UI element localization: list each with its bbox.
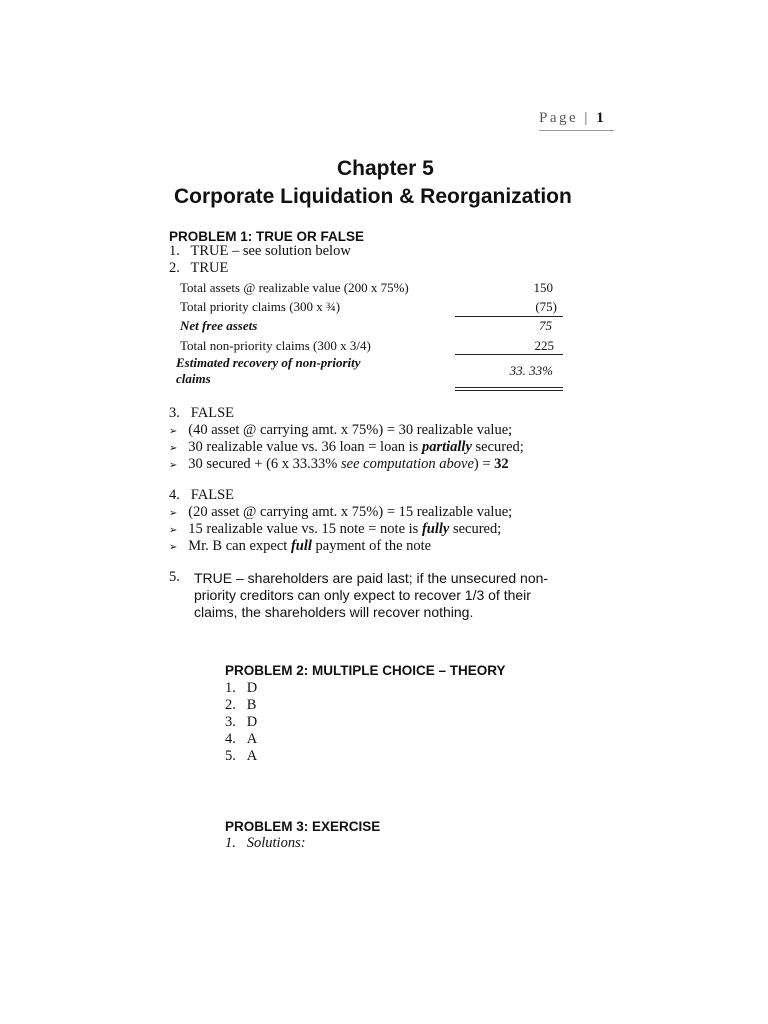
item-verdict: FALSE bbox=[190, 405, 234, 421]
arrow-bullet-icon: ➢ bbox=[169, 508, 178, 519]
table-row-label: Total non-priority claims (300 x 3/4) bbox=[180, 338, 371, 353]
problem2-heading: PROBLEM 2: MULTIPLE CHOICE – THEORY bbox=[225, 663, 506, 678]
item-number: 5. bbox=[169, 569, 180, 585]
answer-number: 4. bbox=[225, 731, 236, 747]
chapter-number: Chapter 5 bbox=[337, 157, 434, 180]
answer-letter: D bbox=[246, 714, 258, 730]
bullet-text-end: payment of the note bbox=[311, 538, 432, 554]
answer-number: 2. bbox=[225, 697, 236, 713]
problem1-item-4 bbox=[169, 487, 234, 504]
table-row-label: Net free assets bbox=[180, 318, 258, 333]
problem1-item-1 bbox=[169, 243, 351, 260]
bullet-text-end: ) = bbox=[473, 456, 495, 472]
bullet-text: (20 asset @ carrying amt. x 75%) = 15 realizable value; bbox=[188, 504, 513, 520]
table-row-label: Total priority claims (300 x ¾) bbox=[180, 299, 341, 314]
table-row-value: 75 bbox=[539, 318, 552, 333]
page-number-header: Page | 1 bbox=[539, 110, 604, 126]
page-number: 1 bbox=[596, 110, 604, 126]
answer-number: 1. bbox=[225, 680, 236, 696]
bullet-item bbox=[169, 521, 501, 538]
bullet-item bbox=[169, 422, 512, 439]
item-number: 2. bbox=[169, 260, 180, 276]
bullet-text: 15 realizable value vs. 15 note = note is bbox=[188, 521, 422, 537]
bullet-item bbox=[169, 538, 431, 555]
item5-text-line3: claims, the shareholders will recover nothing. bbox=[194, 604, 474, 620]
item-text: TRUE bbox=[190, 260, 229, 276]
answer-number: 3. bbox=[225, 714, 236, 730]
table-row-value: 33. 33% bbox=[509, 363, 553, 378]
answer-letter: B bbox=[246, 697, 257, 713]
bullet-item bbox=[169, 456, 509, 473]
item5-text-line2: priority creditors can only expect to recover 1/3 of their bbox=[194, 587, 531, 603]
table-row-label-cont: claims bbox=[176, 371, 211, 386]
bullet-text: (40 asset @ carrying amt. x 75%) = 30 realizable value; bbox=[188, 422, 513, 438]
bullet-emphasis: full bbox=[290, 538, 312, 554]
problem3-item-1 bbox=[225, 835, 306, 852]
problem3-heading: PROBLEM 3: EXERCISE bbox=[225, 819, 381, 834]
item-number: 1. bbox=[169, 243, 180, 259]
table-row-value: (75) bbox=[535, 299, 557, 314]
item-number: 3. bbox=[169, 405, 180, 421]
list-item bbox=[225, 731, 257, 748]
page-label: Page bbox=[539, 110, 579, 126]
table-row-value: 225 bbox=[534, 338, 554, 353]
list-item bbox=[225, 714, 257, 731]
table-divider bbox=[455, 354, 563, 355]
table-double-rule-bottom bbox=[455, 390, 563, 391]
arrow-bullet-icon: ➢ bbox=[169, 460, 178, 471]
table-row-label: Total assets @ realizable value (200 x 75%) bbox=[180, 280, 409, 295]
problem1-item-2 bbox=[169, 260, 228, 277]
list-item bbox=[225, 748, 257, 765]
answer-number: 5. bbox=[225, 748, 236, 764]
problem1-heading: PROBLEM 1: TRUE OR FALSE bbox=[169, 229, 365, 244]
item-verdict: FALSE bbox=[190, 487, 234, 503]
arrow-bullet-icon: ➢ bbox=[169, 542, 178, 553]
list-item bbox=[225, 697, 256, 714]
table-row-label: Estimated recovery of non-priority bbox=[176, 355, 361, 370]
bullet-text: Mr. B can expect bbox=[188, 538, 291, 554]
bullet-result: 32 bbox=[494, 456, 509, 472]
table-divider bbox=[455, 316, 563, 317]
arrow-bullet-icon: ➢ bbox=[169, 426, 178, 437]
problem1-item-3 bbox=[169, 405, 234, 422]
answer-letter: A bbox=[246, 731, 258, 747]
bullet-text-end: secured; bbox=[449, 521, 502, 537]
item-number: 1. bbox=[225, 835, 236, 851]
bullet-emphasis: partially bbox=[421, 439, 472, 455]
bullet-text-end: secured; bbox=[471, 439, 524, 455]
table-row-value: 150 bbox=[533, 280, 553, 295]
list-item bbox=[225, 680, 257, 697]
item-text: TRUE – see solution below bbox=[190, 243, 351, 259]
bullet-item bbox=[169, 504, 512, 521]
bullet-emphasis: see computation above bbox=[341, 456, 474, 472]
arrow-bullet-icon: ➢ bbox=[169, 525, 178, 536]
answer-letter: A bbox=[246, 748, 258, 764]
arrow-bullet-icon: ➢ bbox=[169, 443, 178, 454]
answer-letter: D bbox=[246, 680, 258, 696]
item5-text-line1: TRUE – shareholders are paid last; if the unsecured non- bbox=[194, 570, 549, 586]
header-rule bbox=[539, 130, 614, 131]
bullet-emphasis: fully bbox=[421, 521, 450, 537]
bullet-text: 30 secured + (6 x 33.33% bbox=[188, 456, 342, 472]
chapter-title: Corporate Liquidation & Reorganization bbox=[174, 185, 572, 208]
bullet-item bbox=[169, 439, 524, 456]
item-number: 4. bbox=[169, 487, 180, 503]
item-text: Solutions: bbox=[246, 835, 306, 851]
bullet-text: 30 realizable value vs. 36 loan = loan is bbox=[188, 439, 422, 455]
table-double-rule-top bbox=[455, 387, 563, 388]
